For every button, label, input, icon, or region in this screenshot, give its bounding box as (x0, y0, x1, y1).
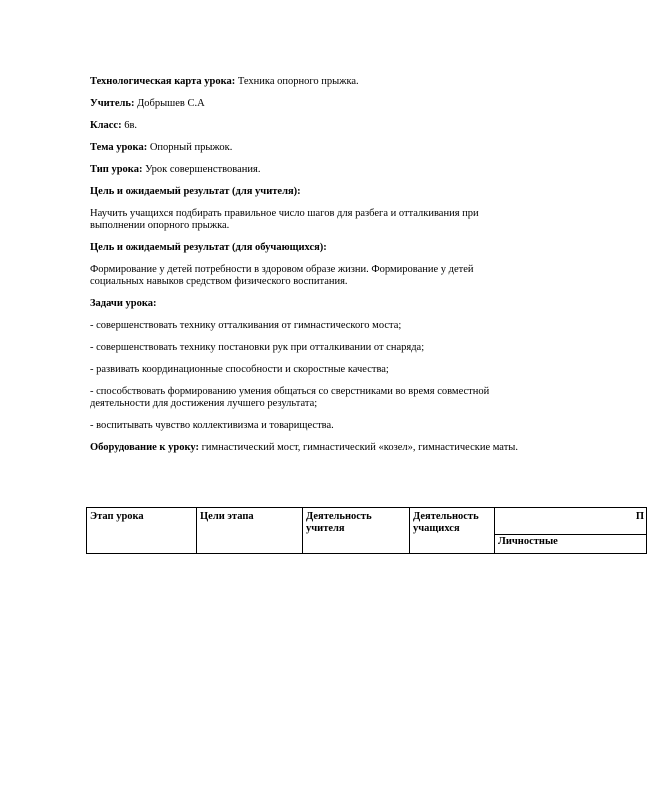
tasks-label: Задачи урока: (90, 298, 157, 309)
task-item-5: - воспитывать чувство коллективизма и товарищества. (90, 420, 334, 431)
topic-label: Тема урока: (90, 142, 148, 153)
type-line (90, 164, 520, 176)
teacher-value: Добрышев С.А (134, 98, 205, 109)
header-student-activity: Деятельность учащихся (410, 508, 495, 554)
lesson-table-wrapper (86, 507, 644, 555)
subheader-personal: Личностные (495, 535, 647, 554)
header-stage: Этап урока (87, 508, 197, 554)
card-title-label: Технологическая карта урока: (90, 76, 236, 87)
header-results-partial: П (495, 508, 647, 535)
equipment-value: гимнастический мост, гимнастический «козел», гимнастические маты. (198, 442, 518, 453)
type-value: Урок совершенствования. (142, 164, 261, 175)
task-item-1: - совершенствовать технику отталкивания от гимнастического моста; (90, 320, 402, 331)
student-goal-heading (90, 242, 520, 254)
teacher-goal-heading (90, 186, 520, 198)
topic-line (90, 142, 520, 154)
class-value: 6в. (121, 120, 138, 131)
topic-value: Опорный прыжок. (147, 142, 233, 153)
header-goals: Цели этапа (197, 508, 303, 554)
type-label: Тип урока: (90, 164, 143, 175)
table-header-row (87, 508, 647, 535)
lesson-table (86, 507, 647, 554)
task-item-3: - развивать координационные способности и скоростные качества; (90, 364, 389, 375)
tasks-heading (90, 298, 520, 310)
class-label: Класс: (90, 120, 122, 131)
teacher-line (90, 98, 520, 110)
task-item-2: - совершенствовать технику постановки рук при отталкивании от снаряда; (90, 342, 425, 353)
lesson-card (90, 76, 520, 464)
task-item-4: - способствовать формированию умения общаться со сверстниками во время совместной деятельности для достижения лучшего результата; (90, 386, 490, 409)
header-teacher-activity: Деятельность учителя (303, 508, 410, 554)
class-line (90, 120, 520, 132)
card-title-value: Техника опорного прыжка. (235, 76, 359, 87)
teacher-goal-text: Научить учащихся подбирать правильное число шагов для разбега и отталкивания при выполнении опорного прыжка. (90, 208, 479, 231)
equipment-line (90, 442, 520, 454)
teacher-goal-label: Цель и ожидаемый результат (для учителя): (90, 186, 301, 197)
student-goal-text: Формирование у детей потребности в здоровом образе жизни. Формирование у детей социальных навыков средством физического воспитания. (90, 264, 474, 287)
card-title-line (90, 76, 520, 88)
teacher-label: Учитель: (90, 98, 135, 109)
equipment-label: Оборудование к уроку: (90, 442, 199, 453)
student-goal-label: Цель и ожидаемый результат (для обучающихся): (90, 242, 327, 253)
